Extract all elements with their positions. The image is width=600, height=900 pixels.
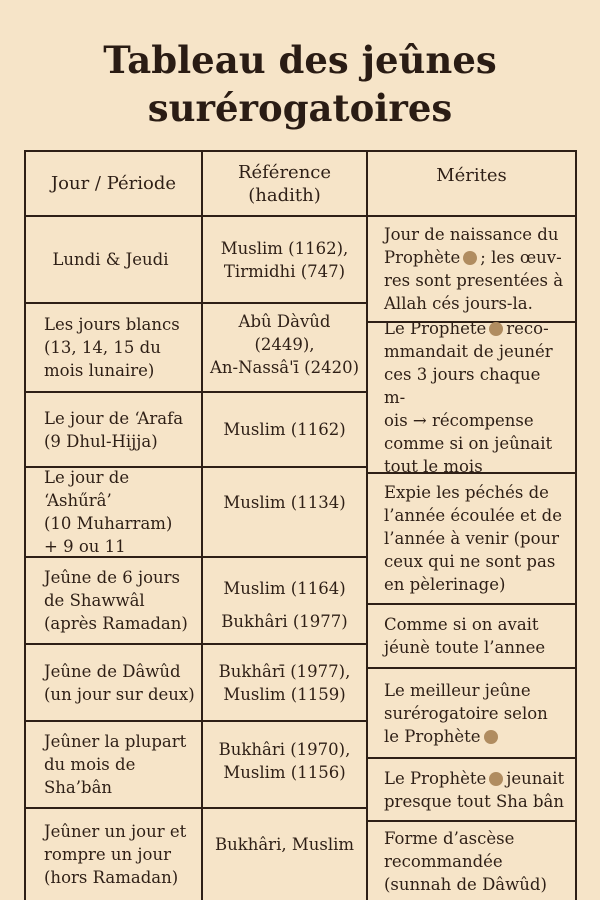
merit-text-part: ; les œuv- res sont presentées à Allah cés jours-la. (384, 248, 564, 313)
row-jour: Jeûner la plupart du mois de Sha’bân (44, 732, 187, 797)
row-reference: Muslim (1162), Tirmidhi (747) (220, 238, 349, 281)
pbuh-seal-icon (489, 322, 503, 336)
header-merites: Mérites (436, 164, 507, 186)
merit-text (384, 317, 565, 478)
merit-cell: Forme d’ascèse recommandée (sunnah de Dâwûd) (384, 828, 547, 894)
row-reference: Muslim (1134) (223, 492, 346, 512)
row-reference: Muslim (1162) (223, 420, 346, 439)
merit-text-part: Le Prophete (384, 319, 487, 338)
header-jour: Jour / Période (50, 173, 177, 194)
pbuh-seal-icon (489, 772, 503, 786)
merit-text-part: reco- mmandait de jeunér ces 3 jours chaque m- ois → récompense comme si on jeûnait tout le mois (384, 319, 553, 476)
merit-text (384, 767, 564, 813)
page-title: Tableau des jeûnes surérogatoires (103, 38, 497, 130)
table-border-right (575, 150, 577, 900)
row-reference: Bukhâri, Muslim (214, 834, 355, 854)
header-reference: Référence (hadith) (237, 161, 332, 206)
row-jour: Jeûner un jour et rompre un jour (hors Ramadan) (44, 822, 187, 887)
merit-cell (368, 669, 575, 757)
row-reference: Abû Dàvûd (2449), An-Nassâ'ī (2420) (209, 311, 360, 377)
merit-text-part: Le meilleur jeûne surérogatoire selon le Prophète (384, 680, 548, 746)
pbuh-seal-icon (463, 251, 477, 265)
merit-text-part: Le Prophète (384, 768, 487, 788)
merit-text-part: Jour de naissance du Prophète (384, 225, 559, 267)
merit-text (384, 679, 548, 748)
pbuh-seal-icon (484, 730, 498, 744)
row-jour: Les jours blancs (13, 14, 15 du mois lunaire) (44, 315, 180, 380)
merit-cell (368, 759, 575, 820)
merit-cell: Comme si on avait jéunè toute l’annee (384, 615, 546, 657)
row-jour: Le jour de ‘Arafa (9 Dhul-Hijja) (44, 408, 184, 451)
merit-cell (368, 319, 575, 476)
row-reference: Muslim (1164) (223, 578, 346, 598)
merit-cell: Expie les péchés de l’année écoulée et de l’année à venir (pour ceux qui ne sont pas en pèlerinage) (384, 483, 562, 594)
merit-text (384, 223, 563, 315)
merit-text-part: jeunait presque tout Sha bân (384, 768, 565, 811)
row-jour: Lundi & Jeudi (52, 250, 169, 269)
row-reference: Bukhâri (1977) (221, 611, 348, 631)
merit-cell (368, 217, 575, 321)
row-jour: Jeûne de Dâwûd (un jour sur deux) (44, 661, 195, 704)
row-jour: Jeûne de 6 jours de Shawwâl (après Ramadan) (44, 568, 188, 633)
row-reference: Bukhâri (1970), Muslim (1156) (218, 740, 351, 782)
row-reference: Bukhârī (1977), Muslim (1159) (218, 661, 351, 704)
row-jour: Le jour de ‘Ashűrâ’ (10 Muharram) + 9 ou 11 (44, 468, 173, 556)
